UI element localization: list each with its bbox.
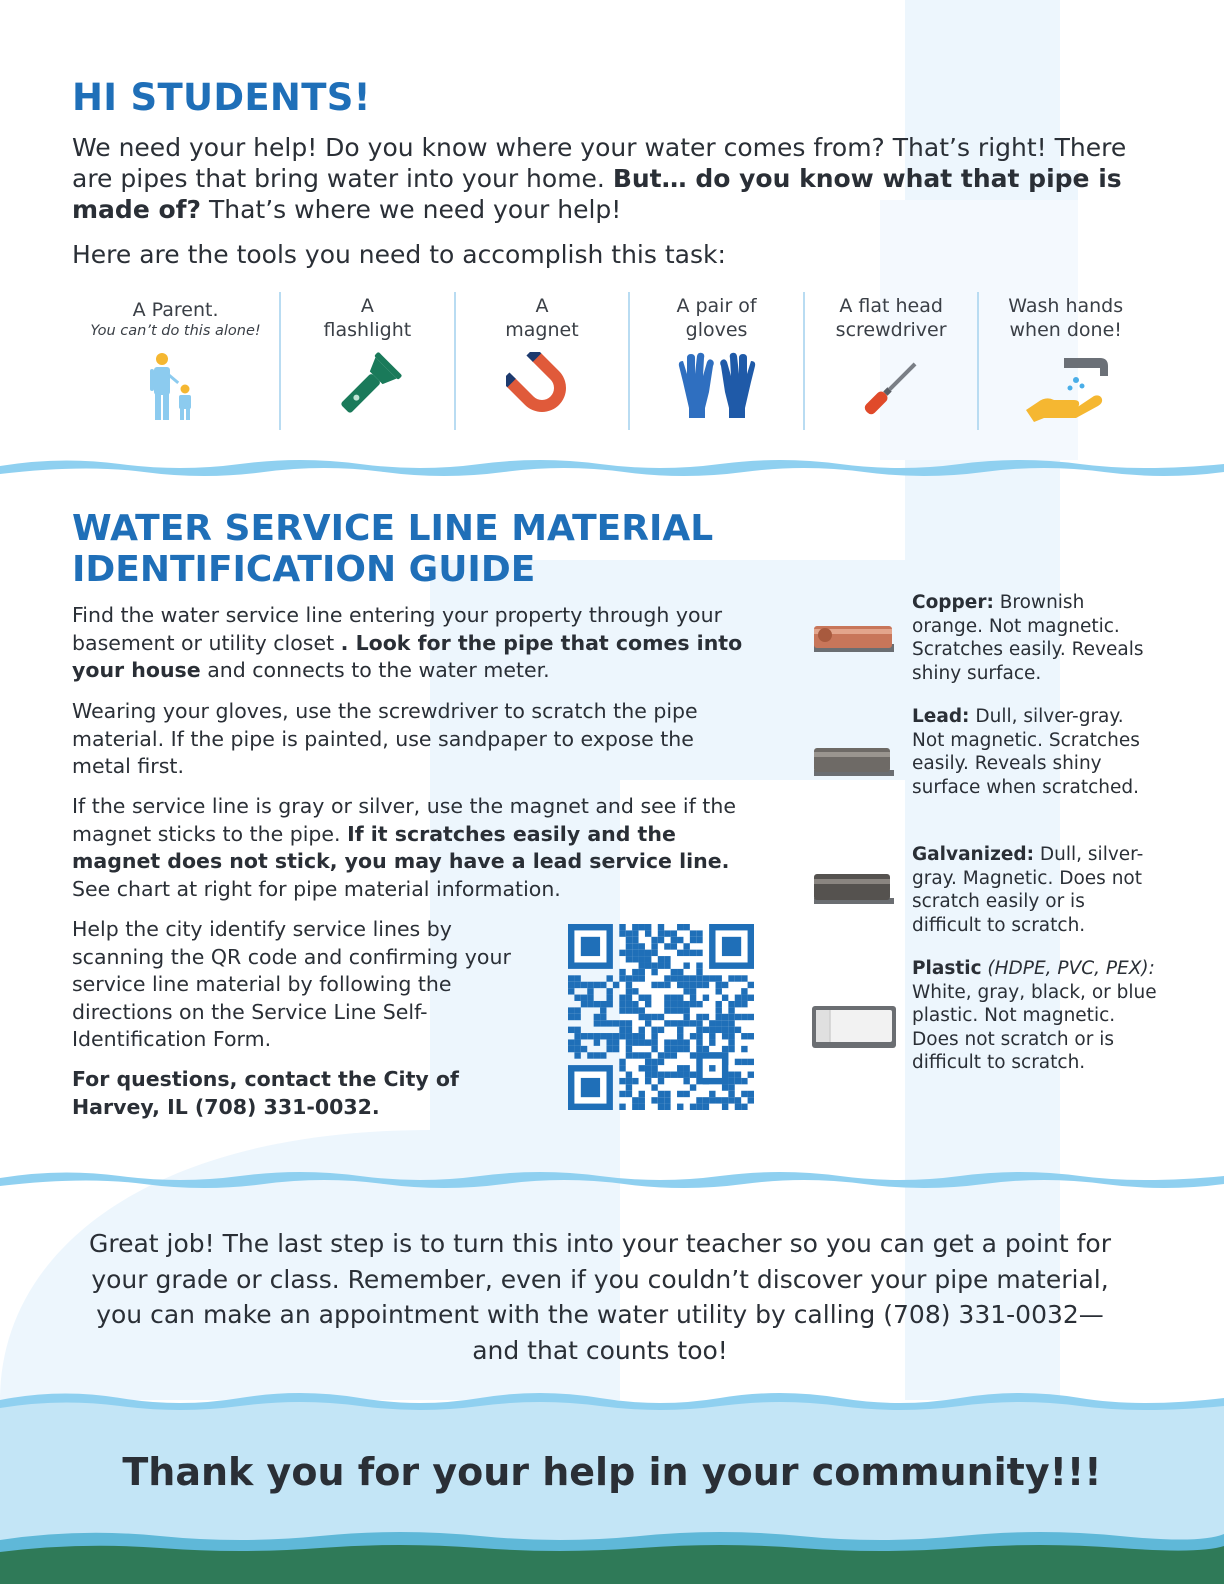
tool-label: flashlight (323, 319, 412, 341)
tool-label: magnet (505, 319, 579, 341)
material-plastic: Plastic (HDPE, PVC, PEX): White, gray, black, or blue plastic. Not magnetic. Does not scratch or is difficult to scratch. (912, 958, 1157, 1073)
tool-flashlight (279, 292, 454, 430)
page-title: HI STUDENTS! (72, 76, 371, 119)
guide-paragraph-2: Wearing your gloves, use the screwdriver to scratch the pipe material. If the pipe is painted, use sandpaper to expose the metal first. (72, 699, 698, 778)
tool-label: A Parent. (132, 299, 219, 321)
tool-label: A (360, 295, 374, 317)
gloves-icon (675, 352, 759, 422)
tool-parent (72, 292, 279, 430)
lead-pipe-image (812, 744, 896, 778)
tools-lead-text: Here are the tools you need to accomplish this task: (72, 240, 726, 269)
tool-label: A flat head (839, 295, 943, 317)
wave-divider-middle (0, 1166, 1224, 1192)
tool-label: A pair of (676, 295, 757, 317)
screwdriver-icon (855, 352, 927, 422)
parent-child-icon (148, 352, 204, 422)
final-message: Great job! The last step is to turn this into your teacher so you can get a point for your grade or class. Remember, even if you couldn’t discover your pipe material, you can make an appointment with the water utility by calling (708) 331-0032—and that counts too! (89, 1229, 1111, 1365)
tool-gloves (628, 292, 803, 430)
wave-divider-top (0, 454, 1224, 480)
magnet-icon (506, 352, 578, 422)
guide-paragraph-4: Help the city identify service lines by scanning the QR code and confirming your service line material by following the directions on the Service Line Self-Identification Form. (72, 917, 511, 1051)
contact-info: For questions, contact the City of Harvey, IL (708) 331-0032. (72, 1067, 459, 1119)
tools-row (72, 292, 1152, 430)
plastic-pipe-image (812, 1004, 896, 1050)
tool-label: screwdriver (835, 319, 947, 341)
material-copper: Copper: Brownish orange. Not magnetic. Scratches easily. Reveals shiny surface. (912, 592, 1144, 684)
tool-wash-hands (977, 292, 1152, 430)
copper-pipe-image (812, 620, 896, 654)
qr-code[interactable] (568, 924, 754, 1110)
guide-paragraph-3: If the service line is gray or silver, use the magnet and see if the magnet sticks to the pipe. If it scratches easily and the magnet does not stick, you may have a lead service line. See chart at right for pipe material information. (72, 794, 736, 901)
guide-title: WATER SERVICE LINE MATERIAL IDENTIFICATION GUIDE (72, 508, 714, 590)
tool-label: A (535, 295, 549, 317)
tool-label: when done! (1009, 319, 1122, 341)
flashlight-icon (330, 352, 404, 422)
tool-sublabel: You can’t do this alone! (90, 323, 261, 339)
material-lead: Lead: Dull, silver-gray. Not magnetic. Scratches easily. Reveals shiny surface when scratched. (912, 706, 1140, 798)
galvanized-pipe-image (812, 870, 896, 906)
tool-label: Wash hands (1008, 295, 1124, 317)
intro-paragraph: We need your help! Do you know where your water comes from? That’s right! There are pipes that bring water into your home. But… do you know what that pipe is made of? That’s where we need your help! (72, 133, 1127, 224)
hand-wash-icon (1024, 352, 1108, 422)
tool-screwdriver (803, 292, 978, 430)
thank-you-message: Thank you for your help in your community!!! (122, 1450, 1102, 1494)
material-galvanized: Galvanized: Dull, silver-gray. Magnetic. Does not scratch easily or is difficult to scratch. (912, 844, 1144, 936)
tool-label: gloves (685, 319, 748, 341)
tool-magnet (454, 292, 629, 430)
guide-paragraph-1: Find the water service line entering your property through your basement or utility closet . Look for the pipe that comes into your house and connects to the water meter. (72, 603, 743, 682)
